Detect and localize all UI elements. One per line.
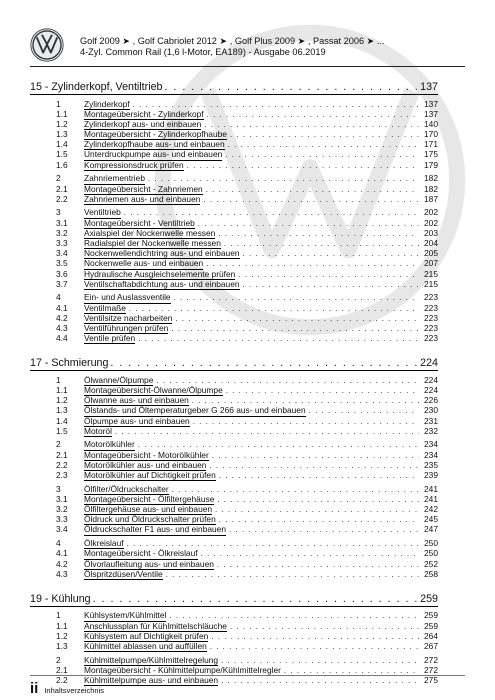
entry-number: 3.4 — [56, 248, 68, 259]
entry-page: 171 — [424, 139, 438, 150]
toc-entry[interactable] — [30, 323, 438, 333]
section-number: 4 — [56, 538, 61, 549]
section-page: 223 — [424, 292, 438, 303]
toc-entry[interactable] — [30, 279, 438, 289]
entry-label: Kühlmittel ablassen und auffüllen — [84, 640, 207, 651]
chapter-rule — [30, 370, 438, 371]
header-models: Golf 2009 ➤ , Golf Cabriolet 2012 ➤ , Golf Plus 2009 ➤ , Passat 2006 ➤ ... — [80, 36, 385, 46]
entry-page: 224 — [424, 385, 438, 395]
toc-entry[interactable] — [30, 385, 438, 395]
entry-number: 1.1 — [56, 385, 68, 395]
entry-label: Unterdruckpumpe aus- und einbauen — [84, 149, 223, 160]
entry-page: 230 — [424, 405, 438, 416]
section-page: 250 — [424, 538, 438, 549]
entry-number: 4.2 — [56, 312, 68, 323]
toc-entry[interactable] — [30, 395, 438, 405]
entry-page: 272 — [424, 664, 438, 675]
entry-number: 4.3 — [56, 568, 68, 579]
entry-label: Montageübersicht - Zylinderkopfhaube — [84, 129, 227, 140]
entry-number: 4.3 — [56, 322, 68, 333]
toc-entry[interactable] — [30, 139, 438, 149]
entry-page: 275 — [424, 675, 438, 685]
entry-number: 2.2 — [56, 193, 68, 204]
dot-leader — [210, 642, 419, 652]
section-label: Ölwanne/Ölpumpe — [84, 374, 154, 385]
entry-label: Anschlussplan für Kühlmittelschläuche — [84, 620, 227, 631]
footer-title: Inhaltsverzeichnis — [44, 686, 104, 695]
entry-page: 247 — [424, 524, 438, 535]
entry-label: Zahnriemen aus- und einbauen — [84, 193, 201, 204]
entry-number: 3.5 — [56, 258, 68, 269]
toc-section[interactable] — [30, 439, 438, 449]
section-label: Zylinderkopf — [84, 98, 130, 109]
entry-page: 235 — [424, 459, 438, 470]
entry-label: Ventilführungen prüfen — [84, 322, 169, 333]
entry-label: Radialspiel der Nockenwelle messen — [84, 237, 221, 248]
section-label: Kühlsystem/Kühlmittel — [84, 610, 167, 621]
section-label: Kühlmittelpumpe/Kühlmittelregelung — [84, 654, 219, 665]
entry-number: 3.3 — [56, 237, 68, 248]
entry-page: 259 — [424, 620, 438, 631]
entry-label: Motorölkühler aus- und einbauen — [84, 459, 207, 470]
entry-page: 264 — [424, 630, 438, 641]
dot-leader — [212, 451, 419, 461]
dot-leader — [309, 406, 419, 416]
dot-leader — [229, 525, 419, 535]
page-footer — [30, 680, 104, 697]
dot-leader — [206, 259, 419, 269]
entry-page: 258 — [424, 568, 438, 579]
entry-number: 1.4 — [56, 415, 68, 426]
entry-number: 3.6 — [56, 268, 68, 279]
entry-page: 187 — [424, 193, 438, 204]
toc-entry[interactable] — [30, 665, 438, 675]
entry-label: Ölpumpe aus- und einbauen — [84, 415, 190, 426]
entry-label: Kompressionsdruck prüfen — [84, 159, 184, 170]
entry-label: Öldruckschalter F1 aus- und einbauen — [84, 524, 226, 535]
toc-entry[interactable] — [30, 228, 438, 238]
entry-page: 140 — [424, 118, 438, 129]
dot-leader — [115, 427, 419, 437]
chapter-title: 17 - Schmierung — [30, 357, 109, 370]
entry-number: 4.1 — [56, 302, 68, 313]
section-page: 202 — [424, 207, 438, 218]
toc-entry[interactable] — [30, 184, 438, 194]
toc-entry[interactable] — [30, 416, 438, 426]
dot-leader — [230, 622, 419, 632]
dot-leader — [217, 495, 419, 505]
document-header — [80, 36, 385, 57]
entry-page: 223 — [424, 302, 438, 313]
dot-leader — [207, 110, 419, 120]
section-number: 3 — [56, 483, 61, 494]
vw-logo-icon — [30, 28, 64, 62]
entry-number: 3.2 — [56, 227, 68, 238]
chapter-title: 19 - Kühlung — [30, 592, 91, 605]
entry-number: 1.1 — [56, 108, 68, 119]
entry-number: 3.4 — [56, 524, 68, 535]
dot-leader — [138, 334, 419, 344]
entry-page: 204 — [424, 237, 438, 248]
entry-page: 242 — [424, 504, 438, 515]
toc-entry[interactable] — [30, 405, 438, 415]
chapter-page: 224 — [420, 357, 438, 370]
toc-entry[interactable] — [30, 450, 438, 460]
toc-entry[interactable] — [30, 149, 438, 159]
entry-label: Nockenwelle aus- und einbauen — [84, 258, 204, 269]
footer-divider — [30, 675, 465, 676]
dot-leader — [110, 357, 418, 369]
toc-section[interactable] — [30, 484, 438, 494]
toc-entry[interactable] — [30, 470, 438, 480]
entry-number: 2.1 — [56, 183, 68, 194]
chapter-page: 259 — [420, 592, 438, 605]
dot-leader — [175, 314, 419, 324]
entry-page: 182 — [424, 183, 438, 194]
entry-number: 3.2 — [56, 504, 68, 515]
dot-leader — [164, 81, 418, 93]
entry-label: Nockenwellendichtring aus- und einbauen — [84, 248, 240, 259]
toc-section[interactable] — [30, 99, 438, 109]
entry-page: 267 — [424, 640, 438, 651]
entry-number: 1.3 — [56, 405, 68, 416]
toc-entry[interactable] — [30, 218, 438, 228]
toc-chapter — [30, 73, 438, 343]
entry-label: Ventile prüfen — [84, 333, 136, 344]
entry-page: 241 — [424, 493, 438, 504]
dot-leader — [206, 185, 419, 195]
entry-number: 1.2 — [56, 630, 68, 641]
entry-label: Ventilmaße — [84, 302, 126, 313]
entry-number: 3.7 — [56, 278, 68, 289]
entry-number: 1.5 — [56, 149, 68, 160]
entry-number: 1.2 — [56, 118, 68, 129]
entry-label: Motorölkühler auf Dichtigkeit prüfen — [84, 470, 216, 480]
toc-section[interactable] — [30, 375, 438, 385]
chapter-rule — [30, 94, 438, 95]
section-number: 2 — [56, 654, 61, 665]
dot-leader — [218, 229, 419, 239]
chapter-page: 137 — [420, 81, 438, 93]
entry-label: Ölstands- und Öltemperaturgeber G 266 aus- und einbauen — [84, 405, 306, 416]
entry-page: 179 — [424, 159, 438, 170]
entry-page: 231 — [424, 415, 438, 426]
entry-page: 215 — [424, 268, 438, 279]
entry-number: 1.6 — [56, 159, 68, 170]
entry-page: 205 — [424, 248, 438, 259]
toc-entry[interactable] — [30, 129, 438, 139]
entry-page: 223 — [424, 312, 438, 323]
entry-number: 4.4 — [56, 333, 68, 344]
toc-entry[interactable] — [30, 569, 438, 579]
toc-section[interactable] — [30, 173, 438, 183]
toc-entry[interactable] — [30, 548, 438, 558]
dot-leader — [221, 676, 419, 686]
dot-leader — [238, 270, 419, 280]
entry-label: Montageübersicht - Ölfiltergehäuse — [84, 493, 215, 504]
toc-entry[interactable] — [30, 313, 438, 323]
dot-leader — [203, 195, 419, 205]
entry-number: 2.1 — [56, 449, 68, 460]
section-page: 259 — [424, 610, 438, 621]
entry-number: 3.1 — [56, 217, 68, 228]
entry-label: Ölspritzdüsen/Ventile — [84, 568, 163, 579]
toc-entry[interactable] — [30, 504, 438, 514]
section-number: 4 — [56, 292, 61, 303]
entry-page: 226 — [424, 395, 438, 406]
toc-entry[interactable] — [30, 524, 438, 534]
section-number: 2 — [56, 439, 61, 450]
toc-entry[interactable] — [30, 248, 438, 258]
entry-label: Motoröl — [84, 425, 112, 436]
entry-number: 3.1 — [56, 493, 68, 504]
toc-entry[interactable] — [30, 333, 438, 343]
toc-entry[interactable] — [30, 269, 438, 279]
toc-section[interactable] — [30, 207, 438, 217]
toc-entry[interactable] — [30, 258, 438, 268]
chapter-rule — [30, 606, 438, 607]
dot-leader — [204, 120, 419, 130]
entry-label: Ölwanne aus- und einbauen — [84, 395, 189, 406]
entry-number: 1.4 — [56, 139, 68, 150]
dot-leader — [201, 549, 419, 559]
dot-leader — [219, 471, 419, 481]
entry-label: Kühlsystem auf Dichtigkeit prüfen — [84, 630, 209, 641]
entry-label: Montageübersicht - Zahnriemen — [84, 183, 203, 194]
entry-page: 137 — [424, 108, 438, 119]
entry-page: 245 — [424, 514, 438, 525]
entry-number: 2.2 — [56, 675, 68, 685]
entry-label: Zylinderkopfhaube aus- und einbauen — [84, 139, 225, 150]
toc-entry[interactable] — [30, 514, 438, 524]
dot-leader — [215, 505, 419, 515]
toc-entry[interactable] — [30, 238, 438, 248]
table-of-contents — [30, 73, 438, 691]
entry-label: Montageübersicht - Motorölkühler — [84, 449, 209, 460]
footer-page-number: ii — [30, 680, 39, 697]
section-page: 234 — [424, 439, 438, 450]
dot-leader — [224, 239, 419, 249]
section-number: 2 — [56, 173, 61, 184]
entry-label: Montageübersicht-Ölwanne/Ölpumpe — [84, 385, 223, 395]
entry-label: Kühlmittelpumpe aus- und einbauen — [84, 675, 219, 685]
dot-leader — [187, 161, 419, 171]
dot-leader — [225, 150, 419, 160]
entry-page: 223 — [424, 333, 438, 344]
entry-label: Montageübersicht - Ölkreislauf — [84, 548, 198, 559]
entry-number: 4.1 — [56, 548, 68, 559]
entry-label: Öldruck und Öldruckschalter prüfen — [84, 514, 216, 525]
dot-leader — [243, 280, 419, 290]
entry-label: Montageübersicht - Zylinderkopf — [84, 108, 204, 119]
entry-page: 170 — [424, 129, 438, 140]
dot-leader — [243, 249, 419, 259]
section-label: Ölkreislauf — [84, 538, 124, 549]
header-divider — [30, 66, 465, 67]
entry-page: 252 — [424, 558, 438, 569]
section-label: Zahnriementrieb — [84, 173, 145, 184]
dot-leader — [209, 461, 419, 471]
dot-leader — [226, 386, 419, 396]
entry-label: Ventilschaftabdichtung aus- und einbauen — [84, 278, 240, 289]
toc-section[interactable] — [30, 610, 438, 620]
entry-page: 250 — [424, 548, 438, 559]
entry-page: 207 — [424, 258, 438, 269]
dot-leader — [166, 570, 419, 580]
entry-page: 239 — [424, 470, 438, 480]
section-number: 1 — [56, 98, 61, 109]
entry-number: 1.3 — [56, 640, 68, 651]
toc-entry[interactable] — [30, 303, 438, 313]
toc-chapter — [30, 585, 438, 685]
section-page: 224 — [424, 374, 438, 385]
section-label: Ventiltrieb — [84, 207, 121, 218]
entry-page: 203 — [424, 227, 438, 238]
toc-entry[interactable] — [30, 460, 438, 470]
section-label: Ein- und Auslassventile — [84, 292, 171, 303]
entry-number: 2.2 — [56, 459, 68, 470]
toc-entry[interactable] — [30, 641, 438, 651]
section-page: 137 — [424, 98, 438, 109]
dot-leader — [217, 560, 419, 570]
entry-label: Hydraulische Ausgleichselemente prüfen — [84, 268, 236, 279]
dot-leader — [174, 293, 419, 303]
toc-section[interactable] — [30, 538, 438, 548]
entry-number: 1.1 — [56, 620, 68, 631]
dot-leader — [171, 324, 419, 334]
entry-number: 1.3 — [56, 129, 68, 140]
entry-number: 1.2 — [56, 395, 68, 406]
section-number: 1 — [56, 374, 61, 385]
section-label: Ölfilter/Öldruckschalter — [84, 483, 169, 494]
dot-leader — [198, 219, 419, 229]
dot-leader — [228, 140, 419, 150]
entry-page: 202 — [424, 217, 438, 228]
toc-entry[interactable] — [30, 494, 438, 504]
section-number: 1 — [56, 610, 61, 621]
entry-label: Axialspiel der Nockenwelle messen — [84, 227, 216, 238]
chapter-title: 15 - Zylinderkopf, Ventiltrieb — [30, 81, 163, 93]
entry-label: Ventilsitze nacharbeiten — [84, 312, 173, 323]
entry-page: 215 — [424, 278, 438, 289]
entry-label: Montageübersicht - Kühlmittelpumpe/Kühlmittelregler — [84, 664, 281, 675]
entry-number: 3.3 — [56, 514, 68, 525]
header-engine: 4-Zyl. Common Rail (1,6 l-Motor, EA189) - Ausgabe 06.2019 — [80, 46, 326, 57]
toc-entry[interactable] — [30, 426, 438, 436]
section-label: Motorölkühler — [84, 439, 135, 450]
section-page: 272 — [424, 654, 438, 665]
entry-number: 2.3 — [56, 470, 68, 480]
dot-leader — [93, 593, 419, 605]
toc-entry[interactable] — [30, 559, 438, 569]
toc-section[interactable] — [30, 292, 438, 302]
toc-entry[interactable] — [30, 631, 438, 641]
dot-leader — [211, 632, 419, 642]
toc-entry[interactable] — [30, 194, 438, 204]
toc-entry[interactable] — [30, 109, 438, 119]
dot-leader — [219, 515, 419, 525]
toc-entry[interactable] — [30, 621, 438, 631]
entry-number: 1.5 — [56, 425, 68, 436]
chapter-heading[interactable] — [30, 349, 438, 371]
entry-label: Ölfiltergehäuse aus- und einbauen — [84, 504, 213, 515]
entry-number: 4.2 — [56, 558, 68, 569]
section-page: 182 — [424, 173, 438, 184]
entry-label: Zylinderkopf aus- und einbauen — [84, 118, 202, 129]
toc-entry[interactable] — [30, 119, 438, 129]
entry-label: Ölvorlaufleitung aus- und einbauen — [84, 558, 214, 569]
chapter-heading[interactable] — [30, 73, 438, 95]
entry-page: 234 — [424, 449, 438, 460]
section-number: 3 — [56, 207, 61, 218]
chapter-heading[interactable] — [30, 585, 438, 607]
dot-leader — [193, 417, 419, 427]
entry-label: Montageübersicht - Ventiltrieb — [84, 217, 195, 228]
section-page: 241 — [424, 483, 438, 494]
toc-section[interactable] — [30, 655, 438, 665]
toc-chapter — [30, 349, 438, 579]
dot-leader — [230, 130, 419, 140]
entry-page: 232 — [424, 425, 438, 436]
entry-page: 223 — [424, 322, 438, 333]
entry-page: 175 — [424, 149, 438, 160]
toc-entry[interactable] — [30, 160, 438, 170]
entry-number: 2.1 — [56, 664, 68, 675]
